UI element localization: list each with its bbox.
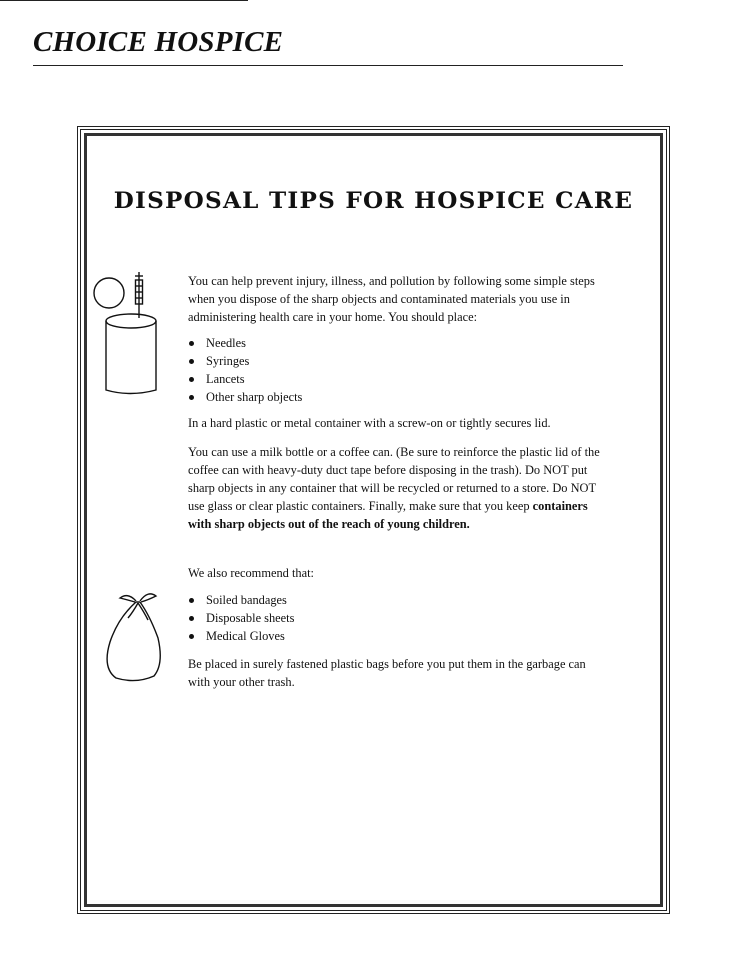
top-left-rule xyxy=(0,0,248,1)
list-item: Needles xyxy=(188,334,608,352)
list-item: Medical Gloves xyxy=(188,627,608,645)
recommend-paragraph xyxy=(188,564,608,582)
recommend-text: We also recommend that: xyxy=(188,566,314,580)
list-item: Syringes xyxy=(188,352,608,370)
milk-note-text: You can use a milk bottle or a coffee can. (Be sure to reinforce the plastic lid of the coffee can with heavy-duty duct tape before disposing in the trash). Do NOT put sharp objects in any container that will be recycled or returned to a store. Do NOT use glass or clear plastic containers. Finally, make sure that you keep xyxy=(188,445,600,513)
container-note-paragraph xyxy=(188,414,608,432)
bag-items-list xyxy=(188,591,608,645)
container-note-text: In a hard plastic or metal container with a screw-on or tightly secures lid. xyxy=(188,416,551,430)
page-header-title: CHOICE HOSPICE xyxy=(33,26,284,58)
intro-text: You can help prevent injury, illness, and pollution by following some simple steps when you dispose of the sharp objects and contaminated materials you use in administering health care in your home. You should place: xyxy=(188,274,595,324)
header-divider xyxy=(33,65,623,66)
list-item: Disposable sheets xyxy=(188,609,608,627)
intro-paragraph xyxy=(188,272,608,326)
bag-note-text: Be placed in surely fastened plastic bags before you put them in the garbage can with your other trash. xyxy=(188,657,586,689)
sharp-items-list xyxy=(188,334,608,406)
trash-bag-icon xyxy=(100,588,166,682)
milk-note-paragraph xyxy=(188,443,608,533)
list-item: Other sharp objects xyxy=(188,388,608,406)
list-item: Lancets xyxy=(188,370,608,388)
bag-note-paragraph xyxy=(188,655,608,691)
milk-note-bold-text: containers with sharp objects out of the reach of young children. xyxy=(188,499,588,531)
list-item: Soiled bandages xyxy=(188,591,608,609)
document-title: DISPOSAL TIPS FOR HOSPICE CARE xyxy=(113,188,634,214)
sharps-container-icon xyxy=(92,266,164,398)
